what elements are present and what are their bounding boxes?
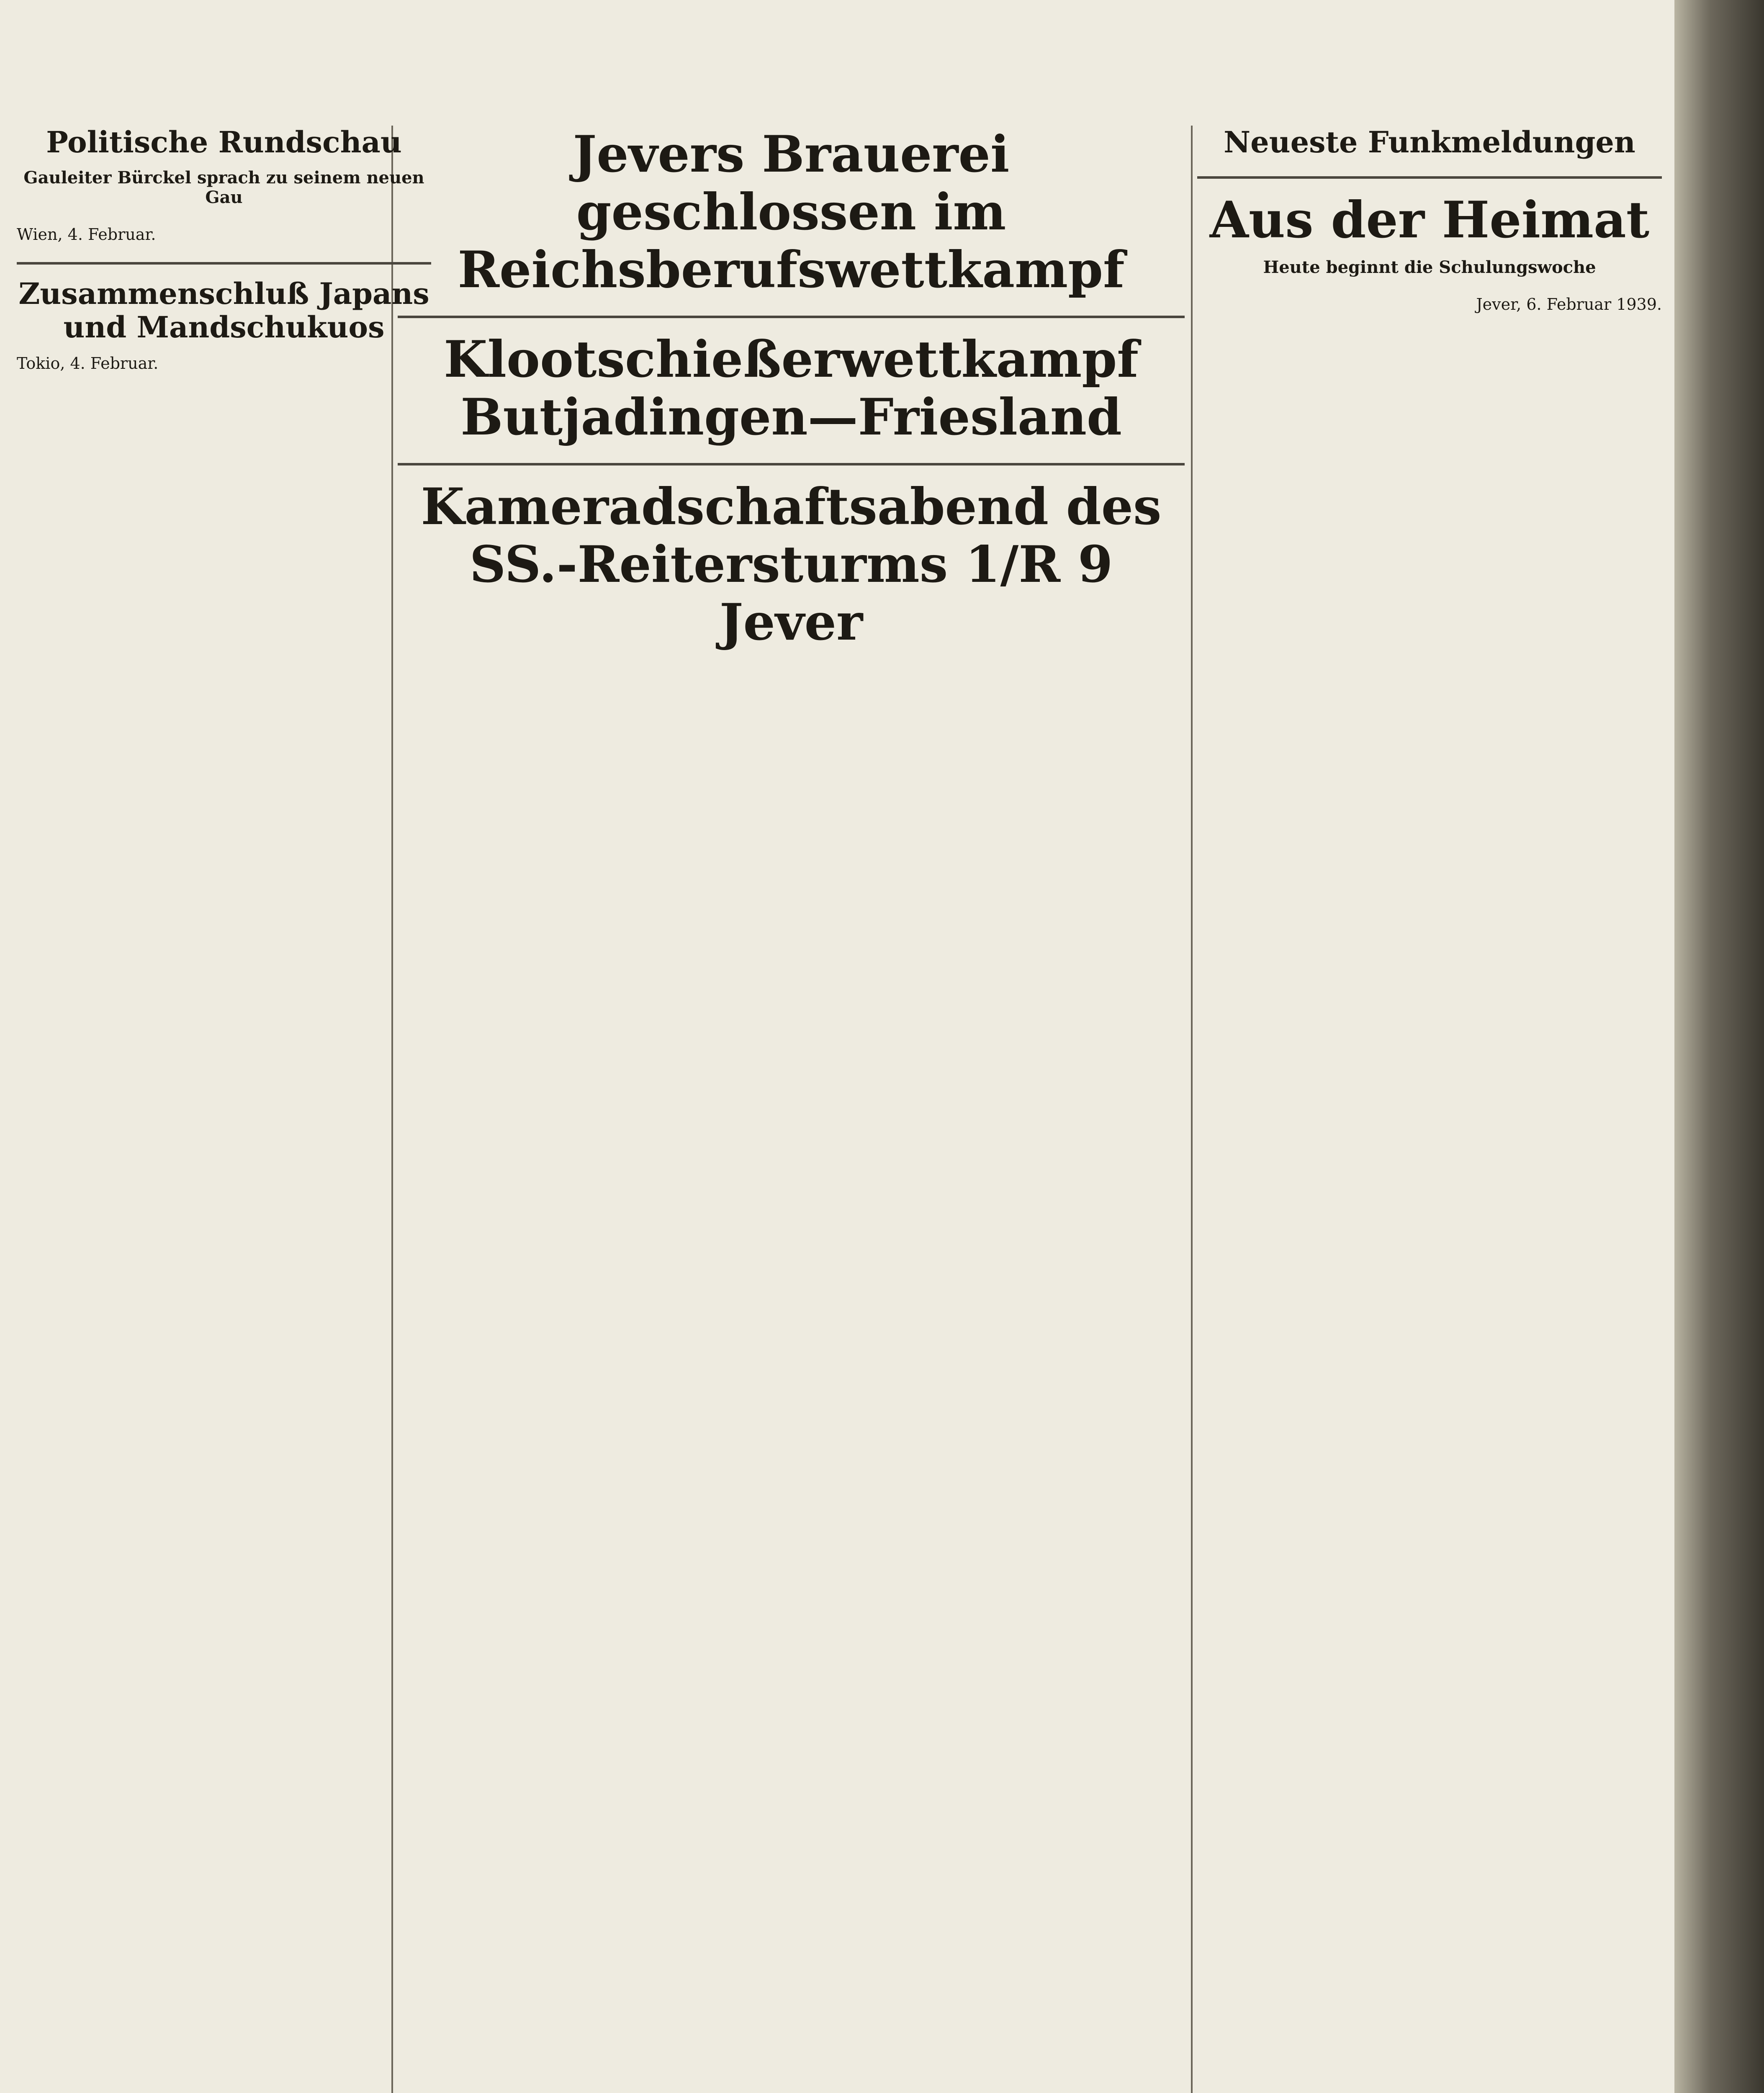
column-left	[17, 126, 431, 2093]
book-edge	[1674, 0, 1764, 2093]
section-title: Aus der Heimat	[1209, 190, 1650, 249]
article-headline: Klootschießerwettkampf Butjadingen—Friesland	[444, 330, 1139, 447]
column-right	[1197, 126, 1662, 2093]
article-headline: Heute beginnt die Schulungswoche	[1263, 257, 1596, 277]
divider	[398, 316, 1185, 318]
divider	[17, 262, 431, 265]
divider	[398, 463, 1185, 465]
article-dateline: Wien, 4. Februar.	[17, 225, 156, 244]
divider	[1197, 176, 1662, 179]
article-headline: Jevers Brauerei geschlossen im Reichsberufswettkampf	[458, 126, 1125, 299]
article-dateline: Jever, 6. Februar 1939.	[1476, 295, 1662, 314]
column-middle	[398, 126, 1185, 2093]
article-dateline: Tokio, 4. Februar.	[17, 354, 159, 373]
article-headline: Kameradschaftsabend des SS.-Reitersturms 1/R 9 Jever	[421, 477, 1162, 652]
section-title: Neueste Funkmeldungen	[1224, 126, 1635, 159]
section-title: Politische Rundschau	[46, 126, 402, 159]
article-headline: Zusammenschluß Japans und Mandschukuos	[18, 276, 429, 345]
article-headline: Gauleiter Bürckel sprach zu seinem neuen Gau	[23, 167, 424, 207]
column-rule	[1191, 126, 1193, 2093]
